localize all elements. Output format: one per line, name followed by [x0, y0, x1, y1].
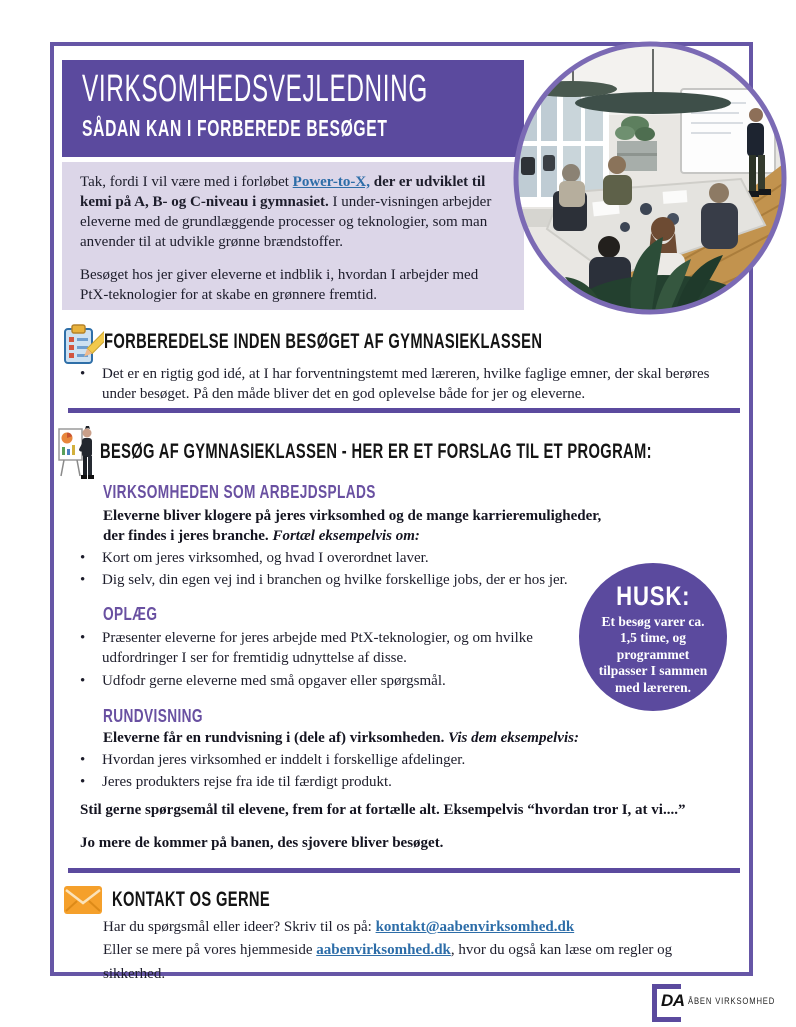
program-section	[100, 440, 796, 464]
contact-line-1	[103, 916, 733, 939]
workplace-intro-italic: Fortæl eksempelvis om:	[272, 528, 420, 545]
contact-lines	[103, 916, 733, 986]
preparation-bullets	[76, 364, 728, 407]
intro-bold-text: der er udviklet til kemi på A, B- og C-niveau i gymnasiet.	[80, 174, 486, 210]
contact-line-2	[103, 939, 733, 986]
program-heading: BESØG AF GYMNASIEKLASSEN - HER ER ET FORSLAG TIL ET PROGRAM:	[100, 440, 652, 463]
page-title: VIRKSOMHEDSVEJLEDNING	[82, 68, 428, 110]
closing-line-2: Jo mere de kommer på banen, des sjovere bliver besøget.	[80, 835, 444, 851]
intro-text: Tak, fordi I vil være med i forløbet	[80, 174, 293, 190]
husk-title: HUSK:	[615, 581, 691, 611]
clipboard-pencil-icon	[62, 323, 104, 367]
contact-heading: KONTAKT OS GERNE	[112, 888, 271, 911]
oplaeg-heading: OPLÆG	[103, 604, 158, 624]
workplace-intro-bold: Eleverne bliver klogere på jeres virksomhed og de mange karrieremuligheder, der findes i jeres branche.	[103, 508, 602, 545]
rundvisning-bullets	[76, 750, 696, 795]
list-item: • Jeres produkters rejse fra ide til færdigt produkt.	[76, 772, 696, 792]
intro-text-rest: I under-visningen arbejder eleverne med de grundlæggende processer og teknologier, som man anvender til at udvikle grønne brændstoffer.	[80, 193, 492, 250]
preparation-heading: FORBEREDELSE INDEN BESØGET AF GYMNASIEKLASSEN	[104, 330, 543, 353]
rundvisning-intro-italic: Vis dem eksempelvis:	[448, 730, 579, 746]
intro-paragraph-2: Besøget hos jer giver eleverne et indblik i, hvordan I arbejder med PtX-teknologier for at skabe en grønnere fremtid.	[80, 266, 479, 303]
intro-paragraph-1	[80, 173, 510, 253]
intro-box	[62, 162, 524, 310]
workplace-subsection	[103, 482, 462, 503]
list-item: • Udfodr gerne eleverne med små opgaver eller spørgsmål.	[76, 671, 562, 691]
header-banner	[62, 60, 524, 157]
contact-text-1: Har du spørgsmål eller ideer? Skriv til os på:	[103, 919, 376, 935]
preparation-section	[104, 330, 730, 354]
oplaeg-bullets	[76, 628, 562, 693]
rundvisning-intro-bold: Eleverne får en rundvisning i (dele af) virksomheden.	[103, 730, 449, 746]
section-divider-2	[68, 868, 740, 873]
rundvisning-subsection	[103, 706, 235, 727]
section-divider-1	[68, 408, 740, 413]
meeting-room-photo	[513, 41, 787, 315]
list-item: • Hvordan jeres virksomhed er inddelt i forskellige afdelinger.	[76, 750, 696, 770]
list-item: • Dig selv, din egen vej ind i branchen og hvilke forskellige jobs, der er hos jer.	[76, 570, 676, 590]
contact-section	[112, 888, 338, 912]
contact-email-link[interactable]: kontakt@aabenvirksomhed.dk	[375, 919, 575, 935]
website-link[interactable]: aabenvirksomhed.dk	[316, 942, 451, 959]
husk-body: Et besøg varer ca. 1,5 time, og programmet tilpasser I sammen med læreren.	[598, 614, 708, 695]
list-item: • Det er en rigtig god idé, at I har forventningstemt med læreren, hvilke faglige emner, der skal berøres under besøget. På den måde bliver det en god oplevelse både for jer og eleverne.	[76, 364, 728, 405]
da-logo-label: ÅBEN VIRKSOMHED	[688, 996, 776, 1006]
contact-text-2: Eller se mere på vores hjemmeside	[103, 942, 317, 959]
contact-text-3: , hvor du også kan læse om regler og sikkerhed.	[103, 942, 673, 982]
husk-callout	[579, 563, 727, 711]
da-logo-text: DA	[661, 991, 685, 1010]
power-to-x-link[interactable]: Power-to-X,	[292, 174, 370, 190]
list-item: • Kort om jeres virksomhed, og hvad I overordnet laver.	[76, 548, 676, 568]
workplace-intro	[103, 506, 625, 547]
oplaeg-subsection	[103, 604, 175, 625]
meeting-photo-illustration	[513, 41, 787, 315]
presenter-flipchart-icon	[58, 424, 96, 482]
page-subtitle: SÅDAN KAN I FORBEREDE BESØGET	[82, 115, 388, 141]
rundvisning-intro	[103, 728, 703, 748]
workplace-heading: VIRKSOMHEDEN SOM ARBEJDSPLADS	[103, 482, 376, 502]
envelope-icon	[64, 886, 102, 914]
da-logo	[652, 984, 792, 1018]
closing-line-1: Stil gerne spørgsemål til elevene, frem for at fortælle alt. Eksempelvis “hvordan tror I, at vi....”	[80, 802, 686, 818]
rundvisning-heading: RUNDVISNING	[103, 706, 203, 726]
list-item: • Præsenter eleverne for jeres arbejde med PtX-teknologier, og om hvilke udfordringer I ser for fremtidig udnyttelse af disse.	[76, 628, 562, 669]
